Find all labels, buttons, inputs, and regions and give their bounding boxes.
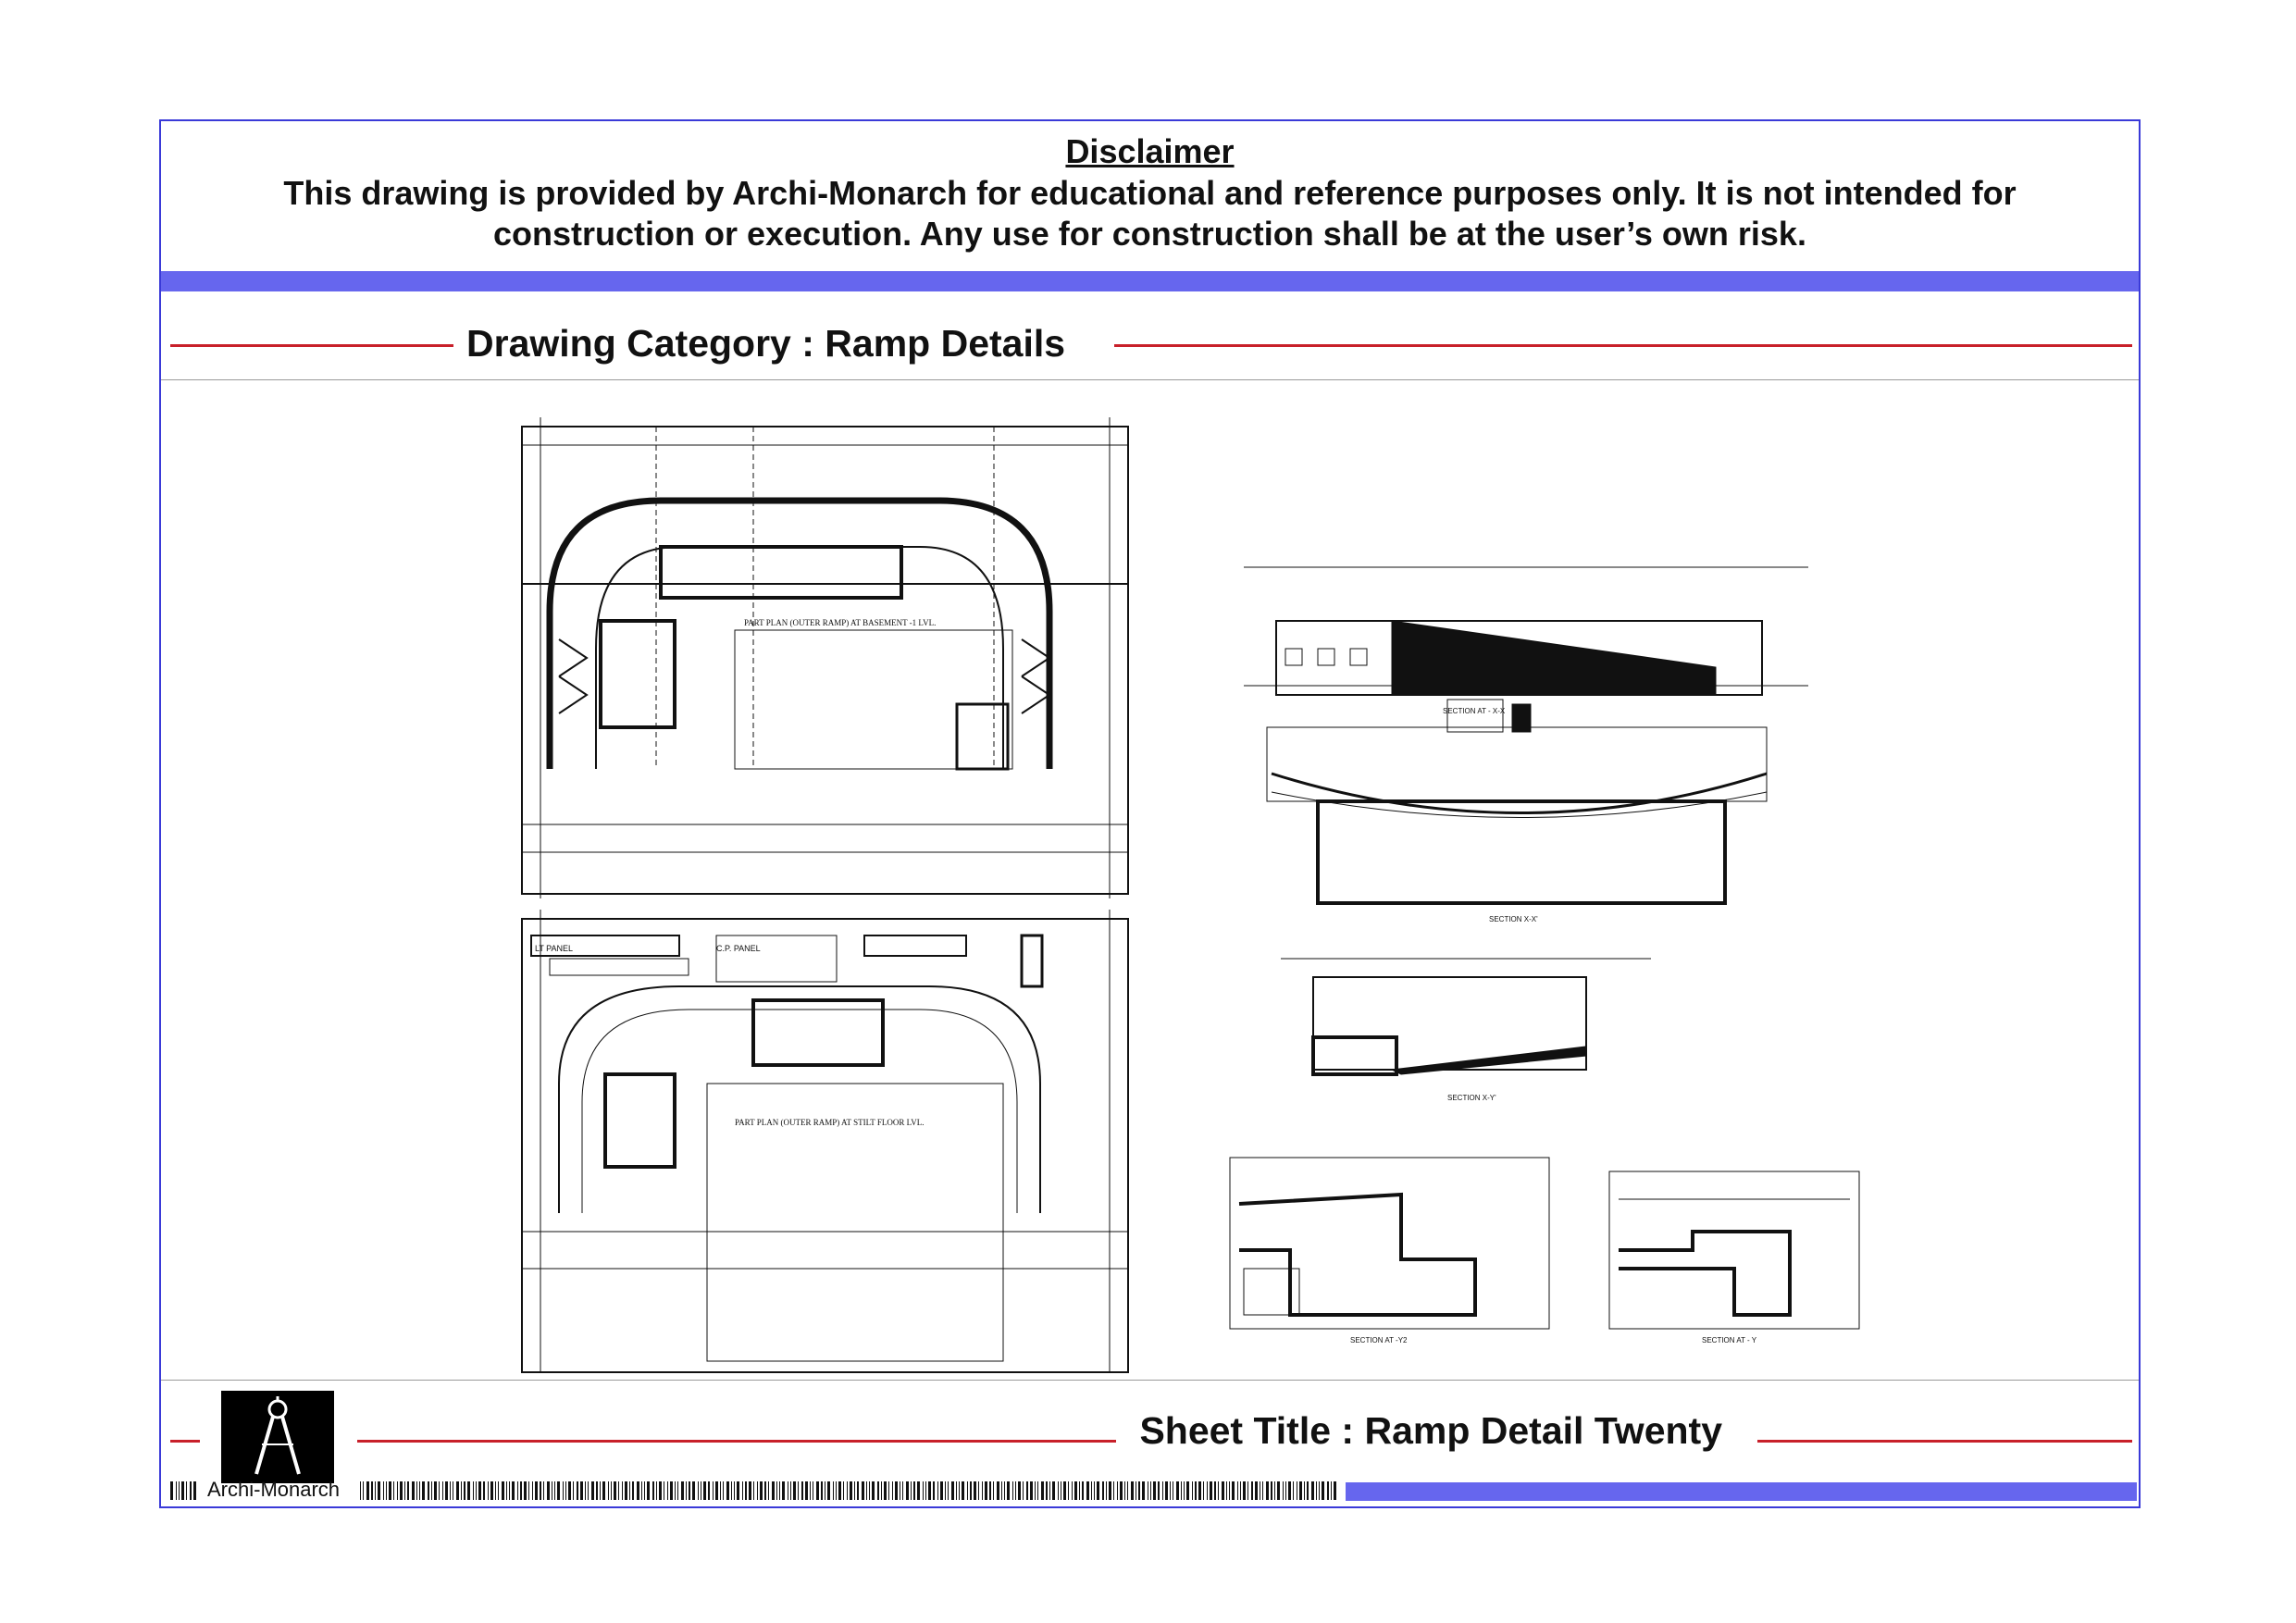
section-3 (1281, 959, 1651, 1074)
disclaimer-title: Disclaimer (1065, 132, 1235, 170)
section-3-caption: SECTION X-Y' (1447, 1094, 1496, 1102)
drawing-sheet (159, 119, 2141, 1508)
section-2 (1244, 686, 1808, 903)
section-4 (1230, 1158, 1549, 1329)
plan-basement (522, 417, 1128, 898)
cp-panel-label: C.P. PANEL (716, 944, 761, 953)
plan-stilt-caption: PART PLAN (OUTER RAMP) AT STILT FLOOR LVL. (735, 1118, 925, 1127)
section-5 (1609, 1171, 1859, 1329)
drawing-category: Drawing Category : Ramp Details (466, 322, 1066, 365)
sheet-title: Sheet Title : Ramp Detail Twenty (1139, 1409, 1722, 1452)
plan-stilt (522, 910, 1128, 1372)
lt-panel-label: LT PANEL (535, 944, 574, 953)
section-4-caption: SECTION AT -Y2 (1350, 1336, 1408, 1344)
disclaimer-text: This drawing is provided by Archi-Monarch for educational and reference purposes only. It is not intended for construction or execution. Any use for construction shall be at the user’s own risk. (283, 174, 2017, 253)
section-1 (1244, 567, 1808, 695)
section-5-caption: SECTION AT - Y (1702, 1336, 1757, 1344)
drawing-area (161, 121, 2139, 1506)
logo-wordmark: Archi-Monarch (207, 1478, 341, 1501)
plan-basement-caption: PART PLAN (OUTER RAMP) AT BASEMENT -1 LVL. (744, 618, 937, 627)
section-2-caption: SECTION X-X' (1489, 915, 1538, 923)
section-1-caption: SECTION AT - X-X (1443, 707, 1506, 715)
